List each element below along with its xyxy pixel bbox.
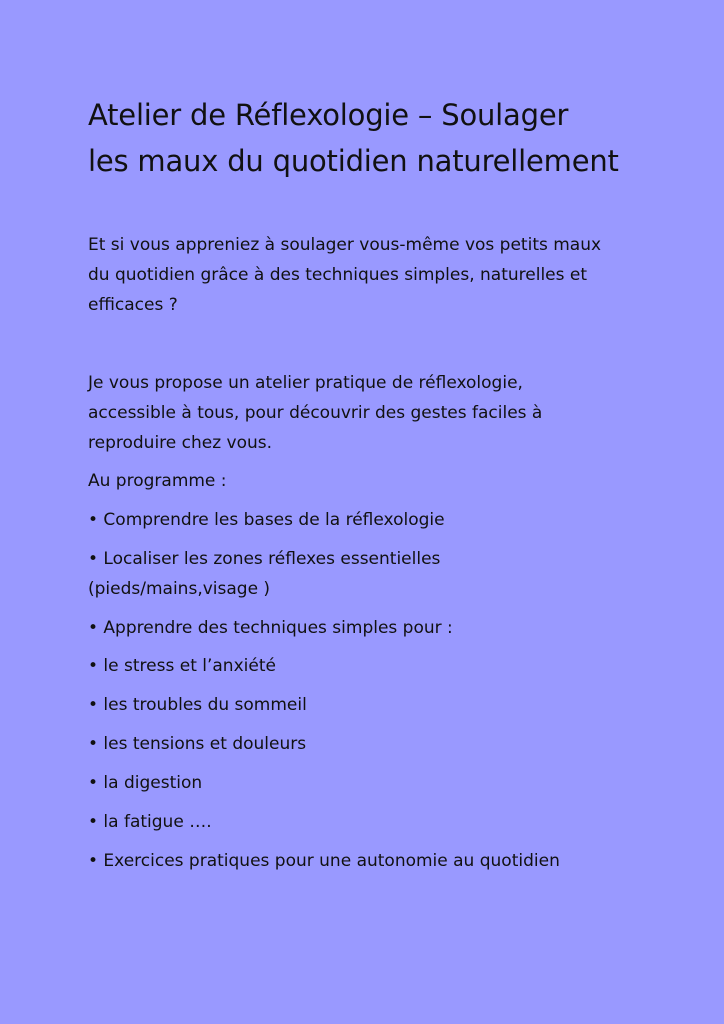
document-page	[88, 0, 688, 1024]
technique-stress: • le stress et l’anxiété	[88, 656, 276, 676]
proposal-line-3: reproduire chez vous.	[88, 433, 273, 453]
intro-paragraph	[88, 230, 688, 320]
title-line-2: les maux du quotidien naturellement	[88, 144, 619, 178]
programme-item-exercices: • Exercices pratiques pour une autonomie au quotidien	[88, 851, 560, 871]
technique-fatigue: • la fatigue ….	[88, 812, 212, 832]
intro-line-2: du quotidien grâce à des techniques simples, naturelles et	[88, 265, 588, 285]
technique-tensions: • les tensions et douleurs	[88, 734, 307, 754]
programme-item-zones-detail: (pieds/mains,visage )	[88, 579, 271, 599]
technique-digestion: • la digestion	[88, 773, 203, 793]
intro-line-1: Et si vous appreniez à soulager vous-même vos petits maux	[88, 235, 602, 255]
document-title	[88, 92, 688, 184]
programme-item-bases: • Comprendre les bases de la réflexologie	[88, 510, 445, 530]
intro-line-3: efficaces ?	[88, 295, 178, 315]
proposal-paragraph	[88, 368, 688, 458]
programme-item-techniques: • Apprendre des techniques simples pour :	[88, 618, 453, 638]
programme-heading: Au programme :	[88, 471, 227, 491]
technique-sommeil: • les troubles du sommeil	[88, 695, 307, 715]
title-line-1: Atelier de Réflexologie – Soulager	[88, 98, 569, 132]
proposal-line-2: accessible à tous, pour découvrir des gestes faciles à	[88, 403, 543, 423]
proposal-line-1: Je vous propose un atelier pratique de réflexologie,	[88, 373, 523, 393]
programme-item-zones: • Localiser les zones réflexes essentielles	[88, 549, 441, 569]
